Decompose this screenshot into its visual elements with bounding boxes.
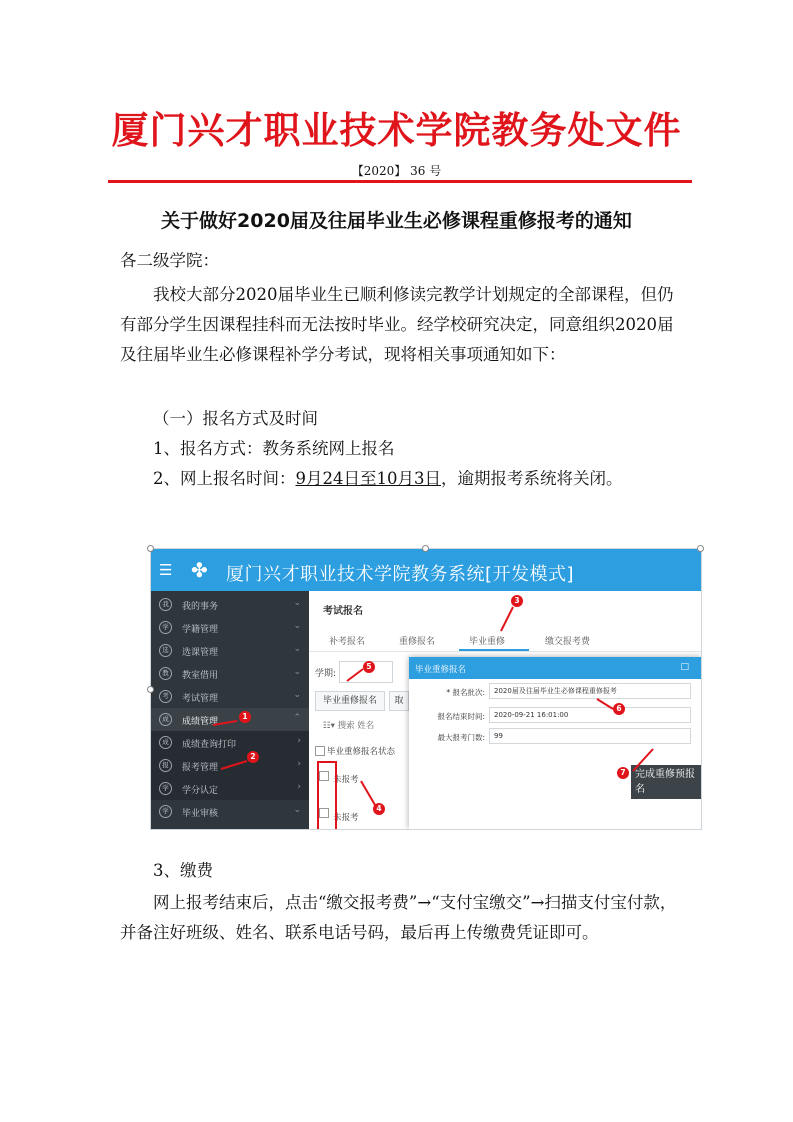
sidebar-item-label: 成绩查询打印: [182, 740, 237, 750]
chevron-down-icon: ⌄: [293, 621, 301, 631]
item-time-suffix: ，逾期报考系统将关闭。: [441, 469, 623, 488]
resize-handle: [147, 686, 154, 693]
annotation-arrows: [151, 549, 701, 829]
marker-4: 4: [373, 803, 385, 815]
marker-6: 6: [613, 703, 625, 715]
circle-icon: 学: [159, 805, 172, 818]
chevron-up-icon: ⌃: [293, 713, 301, 723]
marker-7: 7: [617, 767, 629, 779]
registration-dates: 9月24日至10月3日: [295, 469, 441, 488]
cancel-button[interactable]: 取: [389, 691, 409, 711]
chevron-down-icon: ⌄: [293, 667, 301, 677]
red-divider: [108, 180, 692, 183]
max-courses-label: 最大报考门数:: [437, 733, 485, 742]
tab-retake[interactable]: 重修报名: [399, 637, 436, 647]
term-label: 学期:: [315, 669, 337, 679]
chevron-down-icon: ⌄: [293, 805, 301, 815]
document-header: 厦门兴才职业技术学院教务处文件: [111, 108, 682, 152]
sidebar-item-label: 选课管理: [182, 648, 219, 658]
section-heading: （一）报名方式及时间: [153, 409, 318, 428]
chevron-down-icon: ⌄: [293, 644, 301, 654]
row-status: 未报考: [333, 775, 359, 785]
tab-graduation-retake[interactable]: 毕业重修: [469, 637, 506, 647]
item-registration-method: 1、报名方式：教务系统网上报名: [153, 439, 395, 458]
maximize-icon[interactable]: □: [680, 662, 689, 672]
sidebar-item-label: 报考管理: [182, 763, 219, 773]
marker-3: 3: [511, 595, 523, 607]
page-heading: 考试报名: [323, 606, 363, 617]
sidebar-item-label: 成绩管理: [182, 717, 219, 727]
circle-icon: 考: [159, 690, 172, 703]
circle-icon: 我: [159, 598, 172, 611]
column-header-status: 毕业重修报名状态: [327, 747, 396, 757]
arrow-5: [347, 669, 363, 681]
prereg-button[interactable]: 毕业重修报名: [315, 691, 385, 711]
row-status: 未报考: [333, 813, 359, 823]
end-time-value: 2020-09-21 16:01:00: [489, 707, 691, 723]
chevron-right-icon: ›: [297, 736, 301, 746]
end-time-label: 报名结束时间:: [437, 712, 485, 721]
item-registration-time: [120, 464, 680, 494]
resize-handle: [422, 545, 429, 552]
arrow-3: [501, 607, 513, 631]
chevron-right-icon: ›: [297, 782, 301, 792]
arrow-7: [633, 749, 653, 771]
marker-5: 5: [363, 661, 375, 673]
menu-icon[interactable]: ☰: [159, 561, 173, 579]
chevron-right-icon: ›: [297, 759, 301, 769]
circle-icon: 教: [159, 667, 172, 680]
arrow-1: [213, 721, 237, 725]
sidebar-item-label: 考试管理: [182, 694, 219, 704]
complete-prereg-button[interactable]: 完成重修预报名: [631, 765, 701, 799]
embedded-screenshot: [150, 548, 702, 830]
arrow-4: [361, 781, 375, 805]
circle-icon: 成: [159, 736, 172, 749]
chevron-down-icon: ⌄: [293, 690, 301, 700]
marker-2: 2: [247, 751, 259, 763]
batch-select[interactable]: 2020届及往届毕业生必修课程重修报考: [489, 683, 691, 699]
modal-title: 毕业重修报名: [415, 665, 467, 675]
system-title: 厦门兴才职业技术学院教务系统[开发模式]: [226, 564, 575, 585]
circle-icon: 报: [159, 759, 172, 772]
tab-pay-fee[interactable]: 缴交报考费: [545, 637, 591, 647]
notice-title: 关于做好2020届及往届毕业生必修课程重修报考的通知: [161, 210, 632, 232]
search-placeholder: 搜索 姓名: [337, 721, 375, 731]
max-courses-value: 99: [489, 728, 691, 744]
sidebar-item-label: 教室借用: [182, 671, 219, 681]
clover-logo-icon: ✤: [191, 558, 208, 582]
salutation: 各二级学院：: [120, 251, 219, 270]
circle-icon: 学: [159, 621, 172, 634]
circle-icon: 学: [159, 782, 172, 795]
circle-icon: 成: [159, 713, 172, 726]
tab-makeup-exam[interactable]: 补考报名: [329, 637, 366, 647]
resize-handle: [697, 545, 704, 552]
marker-1: 1: [239, 711, 251, 723]
paragraph-payment: 网上报考结束后，点击“缴交报考费”→“支付宝缴交”→扫描支付宝付款，并备注好班级、姓名、联系电话号码，最后再上传缴费凭证即可。: [120, 893, 677, 942]
sidebar-item-label: 我的事务: [182, 602, 219, 612]
sidebar-item-label: 学籍管理: [182, 625, 219, 635]
chevron-down-icon: ⌄: [293, 598, 301, 608]
circle-icon: 选: [159, 644, 172, 657]
resize-handle: [147, 545, 154, 552]
paragraph-intro: 我校大部分2020届毕业生已顺利修读完教学计划规定的全部课程，但仍有部分学生因课程挂科而无法按时毕业。经学校研究决定，同意组织2020届及往届毕业生必修课程补学分考试，现将相关事项通知如下：: [120, 285, 674, 364]
sidebar-item-label: 学分认定: [182, 786, 219, 796]
batch-label: * 报名批次:: [446, 688, 485, 697]
item-time-prefix: 2、网上报名时间：: [153, 469, 296, 488]
arrow-2: [221, 761, 247, 769]
sidebar-item-label: 毕业审核: [182, 809, 219, 819]
list-icon: ☷▾: [323, 721, 338, 731]
item-payment: 3、缴费: [153, 861, 213, 880]
arrow-6: [597, 699, 613, 709]
document-number: 【2020】 36 号: [351, 164, 442, 178]
